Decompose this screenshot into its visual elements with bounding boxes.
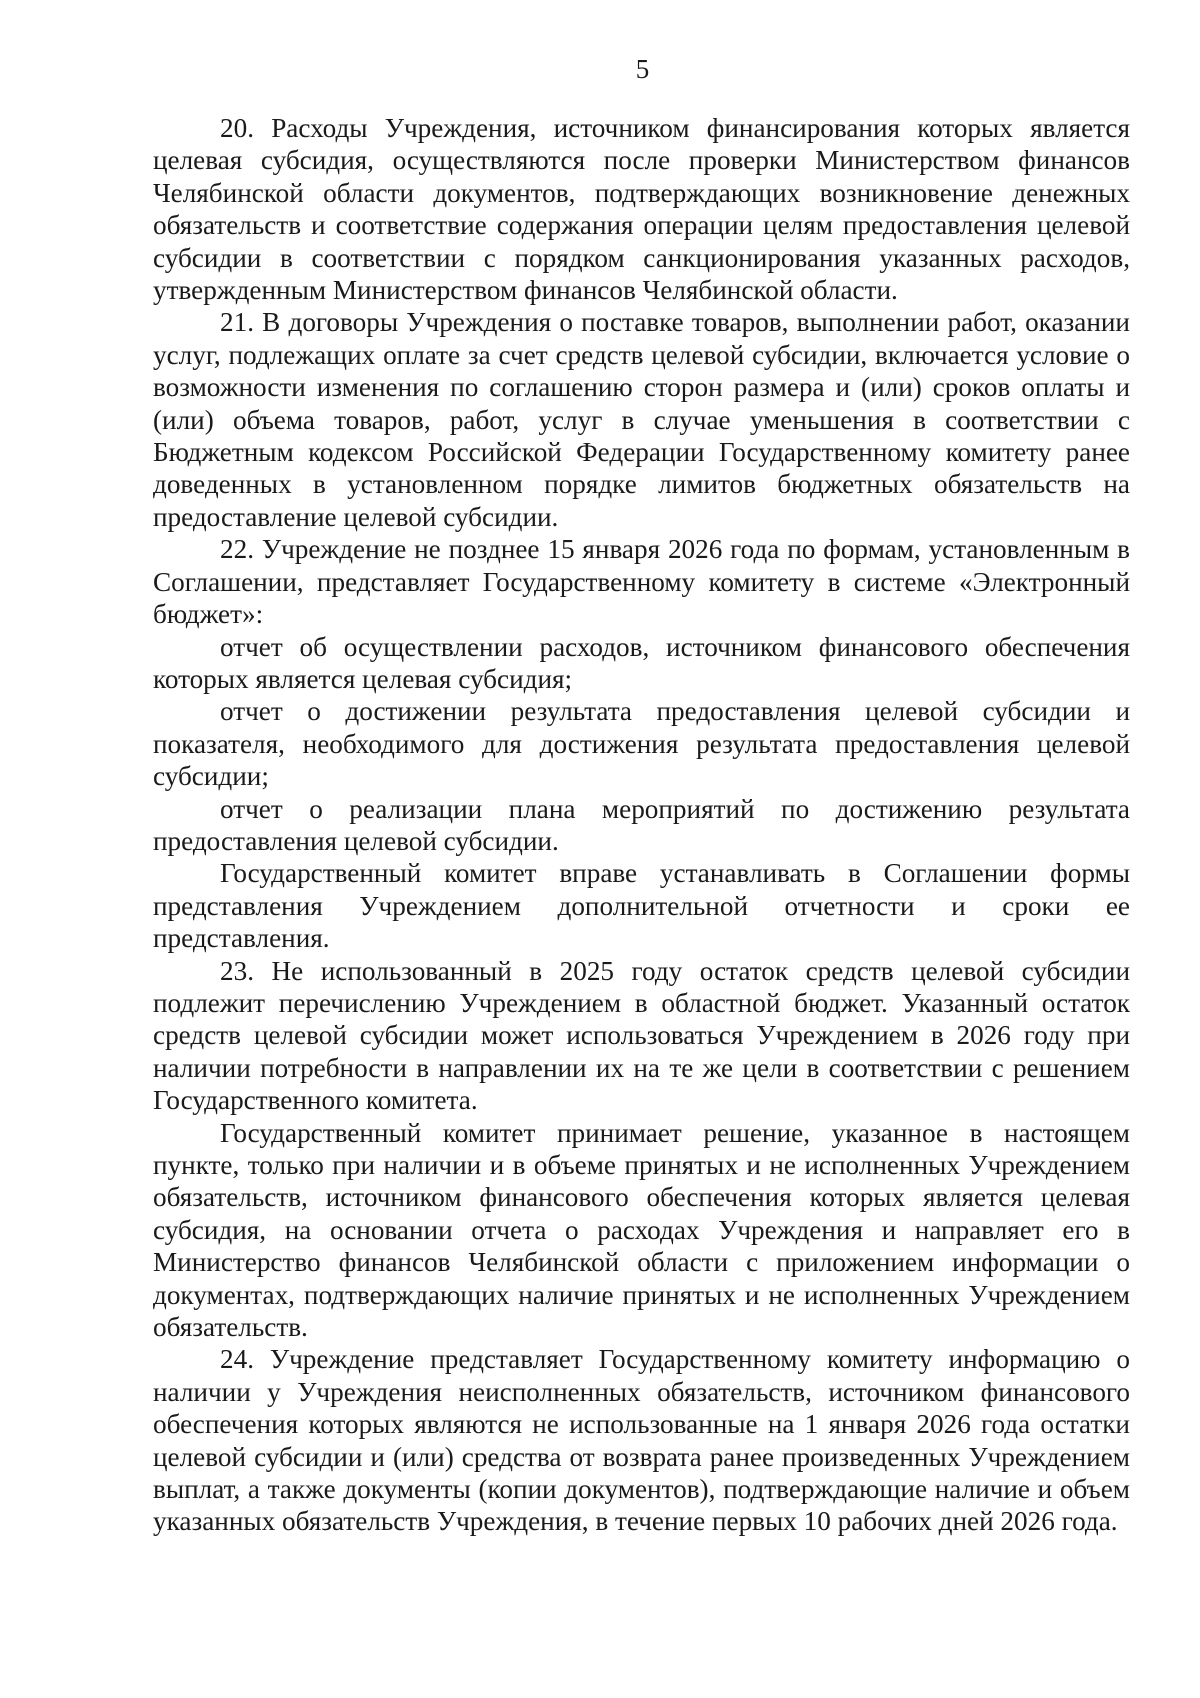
- report-item-results: отчет о достижении результата предоставления целевой субсидии и показателя, необходимого для достижения результата предоставления целевой субсидии;: [153, 696, 1130, 792]
- paragraph-20: 20. Расходы Учреждения, источником финансирования которых является целевая субсидия, осуществляются после проверки Министерством финансов Челябинской области документов, подтверждающих возникновение денежных обязательств и соответствие содержания операции целям предоставления целевой субсидии в соответствии с порядком санкционирования указанных расходов, утвержденным Министерством финансов Челябинской области.: [153, 113, 1130, 306]
- page-number: 5: [635, 54, 650, 84]
- paragraph-24: 24. Учреждение представляет Государственному комитету информацию о наличии у Учреждения неисполненных обязательств, источником финансового обеспечения которых являются не использованные на 1 января 2026 года остатки целевой субсидии и (или) средства от возврата ранее произведенных Учреждением выплат, а также документы (копии документов), подтверждающие наличие и объем указанных обязательств Учреждения, в течение первых 10 рабочих дней 2026 года.: [153, 1344, 1130, 1537]
- paragraph-23-decision: Государственный комитет принимает решение, указанное в настоящем пункте, только при наличии и в объеме принятых и не исполненных Учреждением обязательств, источником финансового обеспечения которых является целевая субсидия, на основании отчета о расходах Учреждения и направляет его в Министерство финансов Челябинской области с приложением информации о документах, подтверждающих наличие принятых и не исполненных Учреждением обязательств.: [153, 1117, 1130, 1343]
- paragraph-22: 22. Учреждение не позднее 15 января 2026 года по формам, установленным в Соглашении, представляет Государственному комитету в системе «Электронный бюджет»:: [153, 534, 1130, 630]
- paragraph-23: 23. Не использованный в 2025 году остаток средств целевой субсидии подлежит перечислению Учреждением в областной бюджет. Указанный остаток средств целевой субсидии может использоваться Учреждением в 2026 году при наличии потребности в направлении их на те же цели в соответствии с решением Государственного комитета.: [153, 955, 1130, 1116]
- paragraph-21: 21. В договоры Учреждения о поставке товаров, выполнении работ, оказании услуг, подлежащих оплате за счет средств целевой субсидии, включается условие о возможности изменения по соглашению сторон размера и (или) сроков оплаты и (или) объема товаров, работ, услуг в случае уменьшения в соответствии с Бюджетным кодексом Российской Федерации Государственному комитету ранее доведенных в установленном порядке лимитов бюджетных обязательств на предоставление целевой субсидии.: [153, 307, 1130, 532]
- report-item-plan: отчет о реализации плана мероприятий по достижению результата предоставления целевой субсидии.: [153, 793, 1130, 856]
- document-body: [153, 112, 1130, 1538]
- report-item-expenses: отчет об осуществлении расходов, источником финансового обеспечения которых является целевая субсидия;: [153, 631, 1130, 694]
- paragraph-22-additional-reporting: Государственный комитет вправе устанавливать в Соглашении формы представления Учреждением дополнительной отчетности и сроки ее представления.: [153, 858, 1130, 954]
